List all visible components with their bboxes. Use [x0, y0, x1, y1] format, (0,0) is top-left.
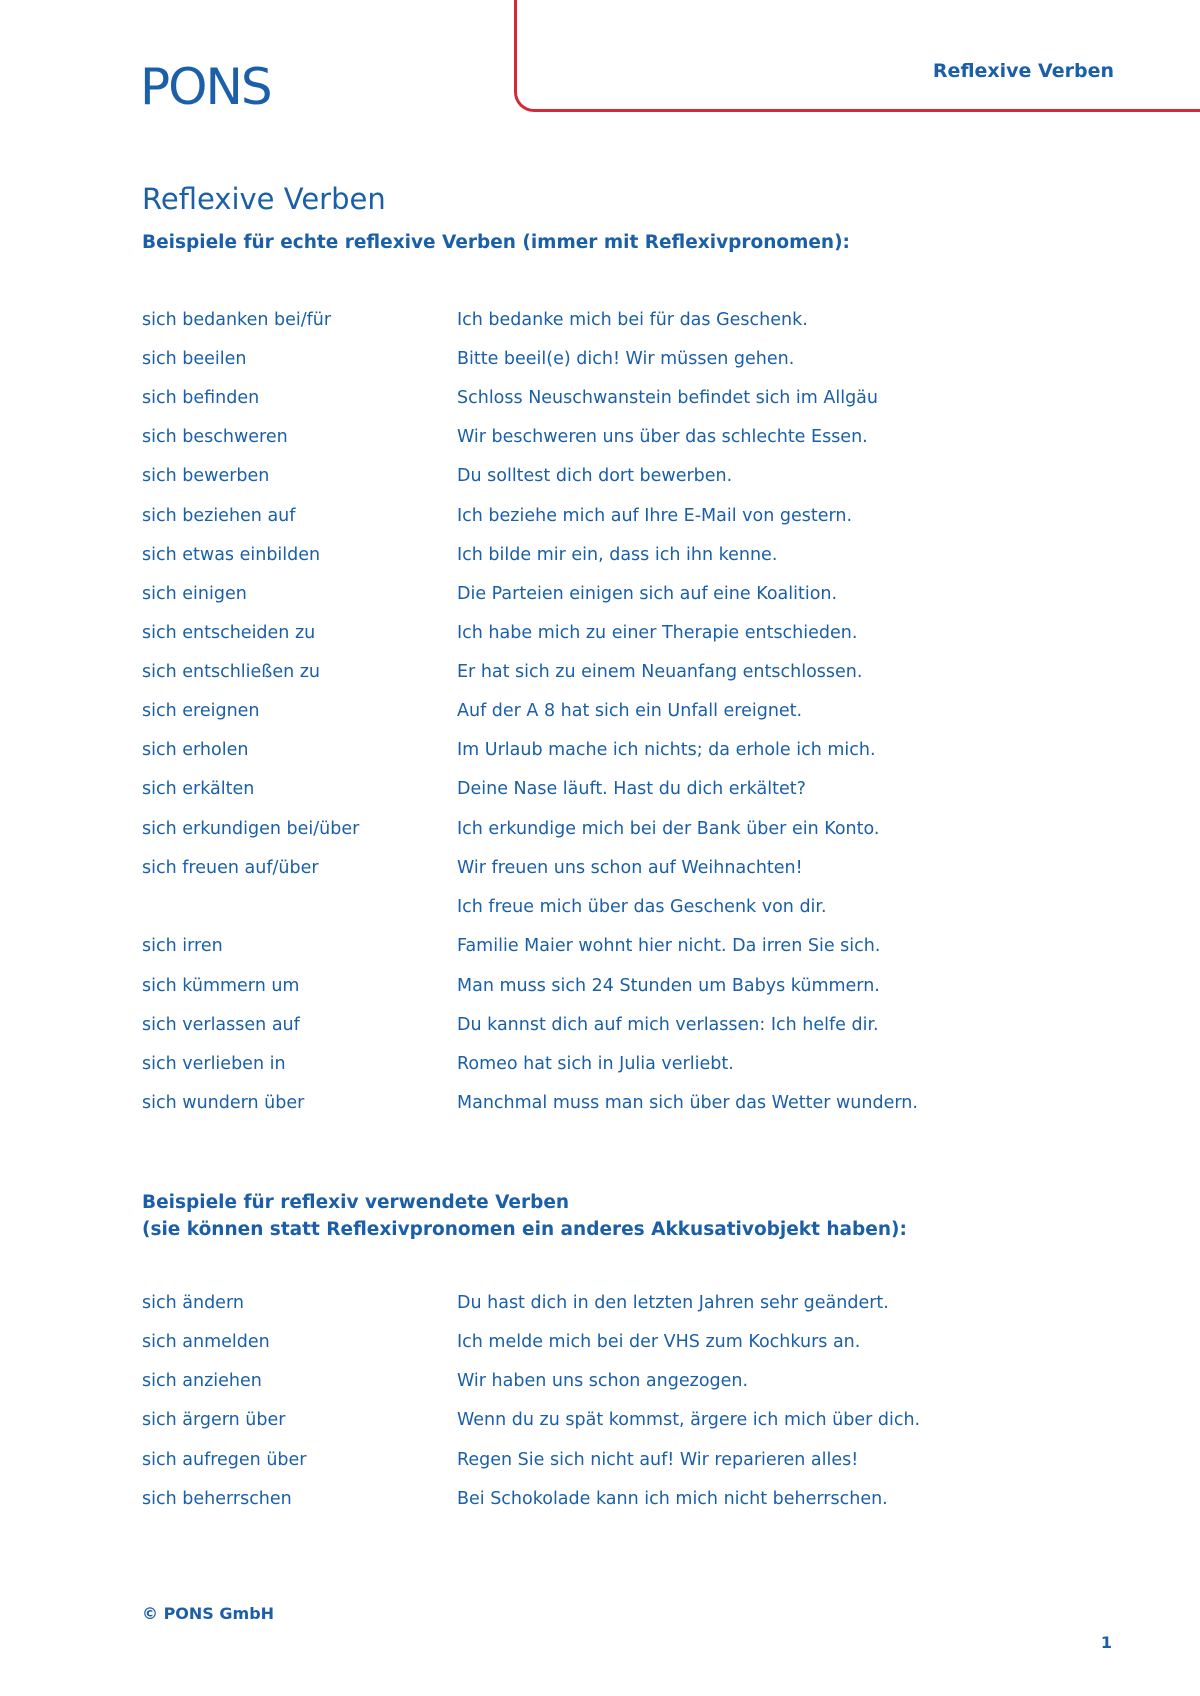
verb-cell: sich entschließen zu — [142, 662, 321, 682]
example-cell: Bei Schokolade kann ich mich nicht beherrschen. — [457, 1489, 888, 1509]
example-cell: Ich beziehe mich auf Ihre E-Mail von gestern. — [457, 506, 853, 526]
header-corner-frame — [514, 0, 1200, 112]
example-cell: Manchmal muss man sich über das Wetter wundern. — [457, 1093, 918, 1113]
verb-cell: sich ärgern über — [142, 1410, 286, 1430]
example-cell: Ich bedanke mich bei für das Geschenk. — [457, 310, 808, 330]
verb-cell: sich entscheiden zu — [142, 623, 316, 643]
verb-cell: sich erkälten — [142, 779, 255, 799]
verb-cell: sich beherrschen — [142, 1489, 292, 1509]
verb-cell: sich anziehen — [142, 1371, 262, 1391]
verb-cell: sich irren — [142, 936, 223, 956]
section-1-heading — [142, 229, 850, 256]
verb-cell: sich anmelden — [142, 1332, 270, 1352]
verb-cell: sich beeilen — [142, 349, 247, 369]
example-cell: Ich freue mich über das Geschenk von dir. — [457, 897, 827, 917]
section-2-heading-line: (sie können statt Reflexivpronomen ein anderes Akkusativobjekt haben): — [142, 1219, 907, 1240]
document-title: Reflexive Verben — [142, 182, 386, 216]
verb-cell: sich einigen — [142, 584, 247, 604]
example-cell: Du solltest dich dort bewerben. — [457, 466, 733, 486]
verb-cell: sich kümmern um — [142, 976, 300, 996]
verb-cell: sich ändern — [142, 1293, 244, 1313]
verb-cell: sich erkundigen bei/über — [142, 819, 360, 839]
example-cell: Er hat sich zu einem Neuanfang entschlossen. — [457, 662, 863, 682]
verb-cell: sich beschweren — [142, 427, 288, 447]
example-cell: Ich erkundige mich bei der Bank über ein Konto. — [457, 819, 880, 839]
example-cell: Ich habe mich zu einer Therapie entschieden. — [457, 623, 858, 643]
verb-cell: sich aufregen über — [142, 1450, 307, 1470]
example-cell: Du hast dich in den letzten Jahren sehr geändert. — [457, 1293, 889, 1313]
verb-cell: sich wundern über — [142, 1093, 305, 1113]
verb-cell: sich bedanken bei/für — [142, 310, 332, 330]
copyright-footer: © PONS GmbH — [142, 1604, 275, 1623]
example-cell: Regen Sie sich nicht auf! Wir reparieren alles! — [457, 1450, 859, 1470]
section-1-heading-line: Beispiele für echte reflexive Verben (immer mit Reflexivpronomen): — [142, 232, 850, 253]
pons-logo: PONS — [140, 58, 271, 116]
verb-cell: sich befinden — [142, 388, 260, 408]
section-2-heading-line: Beispiele für reflexiv verwendete Verben — [142, 1192, 570, 1213]
example-cell: Man muss sich 24 Stunden um Babys kümmern. — [457, 976, 880, 996]
example-cell: Bitte beeil(e) dich! Wir müssen gehen. — [457, 349, 795, 369]
example-cell: Auf der A 8 hat sich ein Unfall ereignet. — [457, 701, 803, 721]
verb-cell: sich ereignen — [142, 701, 260, 721]
example-cell: Im Urlaub mache ich nichts; da erhole ich mich. — [457, 740, 876, 760]
verb-cell: sich verlassen auf — [142, 1015, 300, 1035]
example-cell: Schloss Neuschwanstein befindet sich im Allgäu — [457, 388, 878, 408]
example-cell: Ich bilde mir ein, dass ich ihn kenne. — [457, 545, 778, 565]
example-cell: Du kannst dich auf mich verlassen: Ich helfe dir. — [457, 1015, 879, 1035]
example-cell: Deine Nase läuft. Hast du dich erkältet? — [457, 779, 806, 799]
example-cell: Familie Maier wohnt hier nicht. Da irren Sie sich. — [457, 936, 881, 956]
verb-cell: sich freuen auf/über — [142, 858, 319, 878]
verb-cell: sich verlieben in — [142, 1054, 286, 1074]
example-cell: Romeo hat sich in Julia verliebt. — [457, 1054, 734, 1074]
verb-cell: sich beziehen auf — [142, 506, 296, 526]
example-cell: Die Parteien einigen sich auf eine Koalition. — [457, 584, 838, 604]
example-cell: Wir freuen uns schon auf Weihnachten! — [457, 858, 803, 878]
example-cell: Wir beschweren uns über das schlechte Essen. — [457, 427, 868, 447]
section-2-heading — [142, 1189, 907, 1243]
verb-cell: sich erholen — [142, 740, 249, 760]
example-cell: Wenn du zu spät kommst, ärgere ich mich über dich. — [457, 1410, 921, 1430]
running-header-title: Reflexive Verben — [932, 60, 1114, 82]
page-number: 1 — [1100, 1633, 1112, 1652]
example-cell: Wir haben uns schon angezogen. — [457, 1371, 749, 1391]
example-cell: Ich melde mich bei der VHS zum Kochkurs an. — [457, 1332, 861, 1352]
verb-cell: sich bewerben — [142, 466, 270, 486]
verb-cell: sich etwas einbilden — [142, 545, 321, 565]
